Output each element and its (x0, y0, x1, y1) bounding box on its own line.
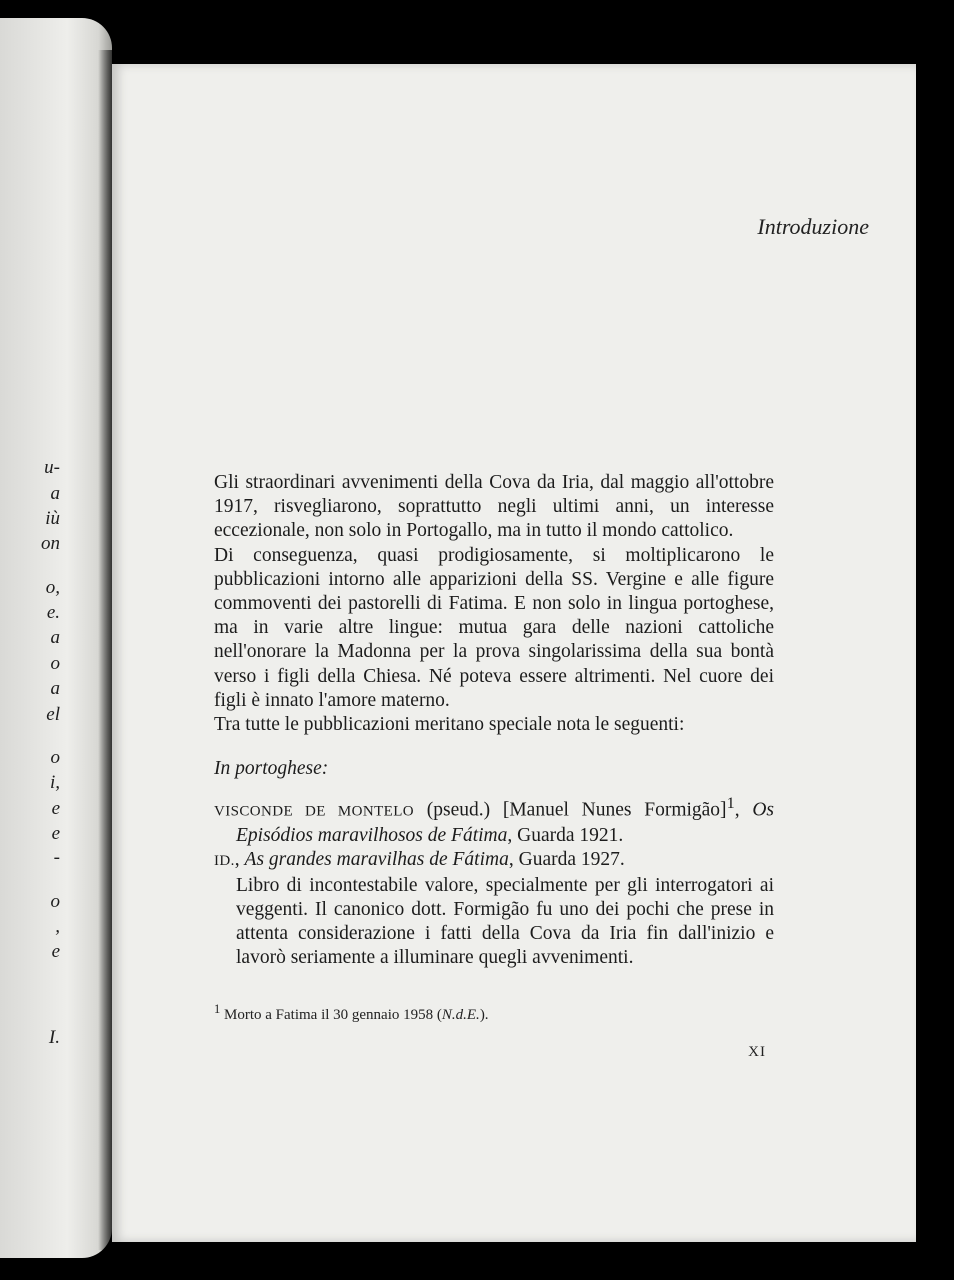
reference-sep: , (234, 849, 245, 871)
footnote-text: Morto a Fatima il 30 gennaio 1958 ( (220, 1007, 442, 1023)
left-fragment: , (55, 916, 60, 937)
left-fragment: e. (46, 602, 60, 623)
left-fragment: o (50, 891, 60, 912)
intro-paragraph-3: Tra tutte le pubblicazioni meritano speciale nota le seguenti: (214, 714, 685, 736)
footnote (214, 1002, 774, 1024)
left-fragment: iù (45, 508, 60, 529)
left-fragment: a (50, 627, 60, 648)
left-fragment: u- (44, 457, 60, 478)
page-number: XI (748, 1044, 766, 1060)
reference-place-year: , Guarda 1927. (508, 849, 625, 871)
reference-title: As grandes maravilhas de Fátima (244, 849, 509, 871)
left-fragment: e (51, 823, 60, 844)
reference-entry (214, 791, 774, 848)
left-fragment: o (50, 747, 60, 768)
reference-author: VISCONDE DE MONTELO (214, 803, 414, 820)
footnote-italic: N.d.E. (441, 1007, 480, 1023)
reference-note: (pseud.) [Manuel Nunes Formigão] (414, 799, 727, 821)
left-fragment: - (53, 847, 60, 868)
reference-title: Os Episódios maravilhosos de Fátima (236, 799, 774, 847)
section-title: In portoghese: (214, 758, 329, 780)
left-fragment: a (50, 483, 60, 504)
left-fragment: a (50, 678, 60, 699)
footnote-end: ). (479, 1007, 489, 1023)
footnote-mark: 1 (726, 794, 735, 813)
left-fragment: e (51, 798, 60, 819)
left-fragment: i, (49, 772, 60, 793)
left-fragment: I. (48, 1027, 60, 1048)
footnote-number: 1 (214, 1002, 221, 1016)
reference-sep: , (734, 799, 753, 821)
intro-paragraph-2: Di conseguenza, quasi prodigiosamente, si moltiplicarono le pubblicazioni intorno alle apparizioni della SS. Vergine e alle figure commoventi dei pastorelli di Fatima. E non solo in lingua portoghese, ma in varie altre lingue: mutua gara delle nazioni cattoliche nell'onorare la Madonna per la prova singolarissima della sua bontà verso i figli della Chiesa. Né poteva essere altrimenti. Nel cuore dei figli è innato l'amore materno. (214, 544, 774, 711)
left-fragment: on (41, 533, 60, 554)
reference-author: ID. (214, 853, 235, 870)
reference-place-year: , Guarda 1921. (507, 825, 624, 847)
right-page (112, 64, 916, 1242)
intro-paragraph-1: Gli straordinari avvenimenti della Cova da Iria, dal maggio all'ottobre 1917, risvegliarono, soprattutto negli ultimi anni, un interesse eccezionale, non solo in Portogallo, ma in tutto il mondo cattolico. (214, 472, 774, 542)
left-fragment: el (46, 704, 60, 725)
body-text (214, 471, 774, 970)
left-fragment: o, (45, 577, 60, 598)
left-page (0, 18, 112, 1258)
left-fragment: e (51, 941, 60, 962)
reference-description: Libro di incontestabile valore, specialmente per gli interrogatori ai veggenti. Il canonico dott. Formigão fu uno dei pochi che prese in attenta considerazione i fatti della Cova da Iria fin dall'inizio e lavorò seriamente a illuminare quegli avvenimenti. (236, 874, 774, 969)
running-head: Introduzione (757, 214, 869, 239)
left-fragment: o (50, 653, 60, 674)
reference-entry (214, 848, 774, 873)
